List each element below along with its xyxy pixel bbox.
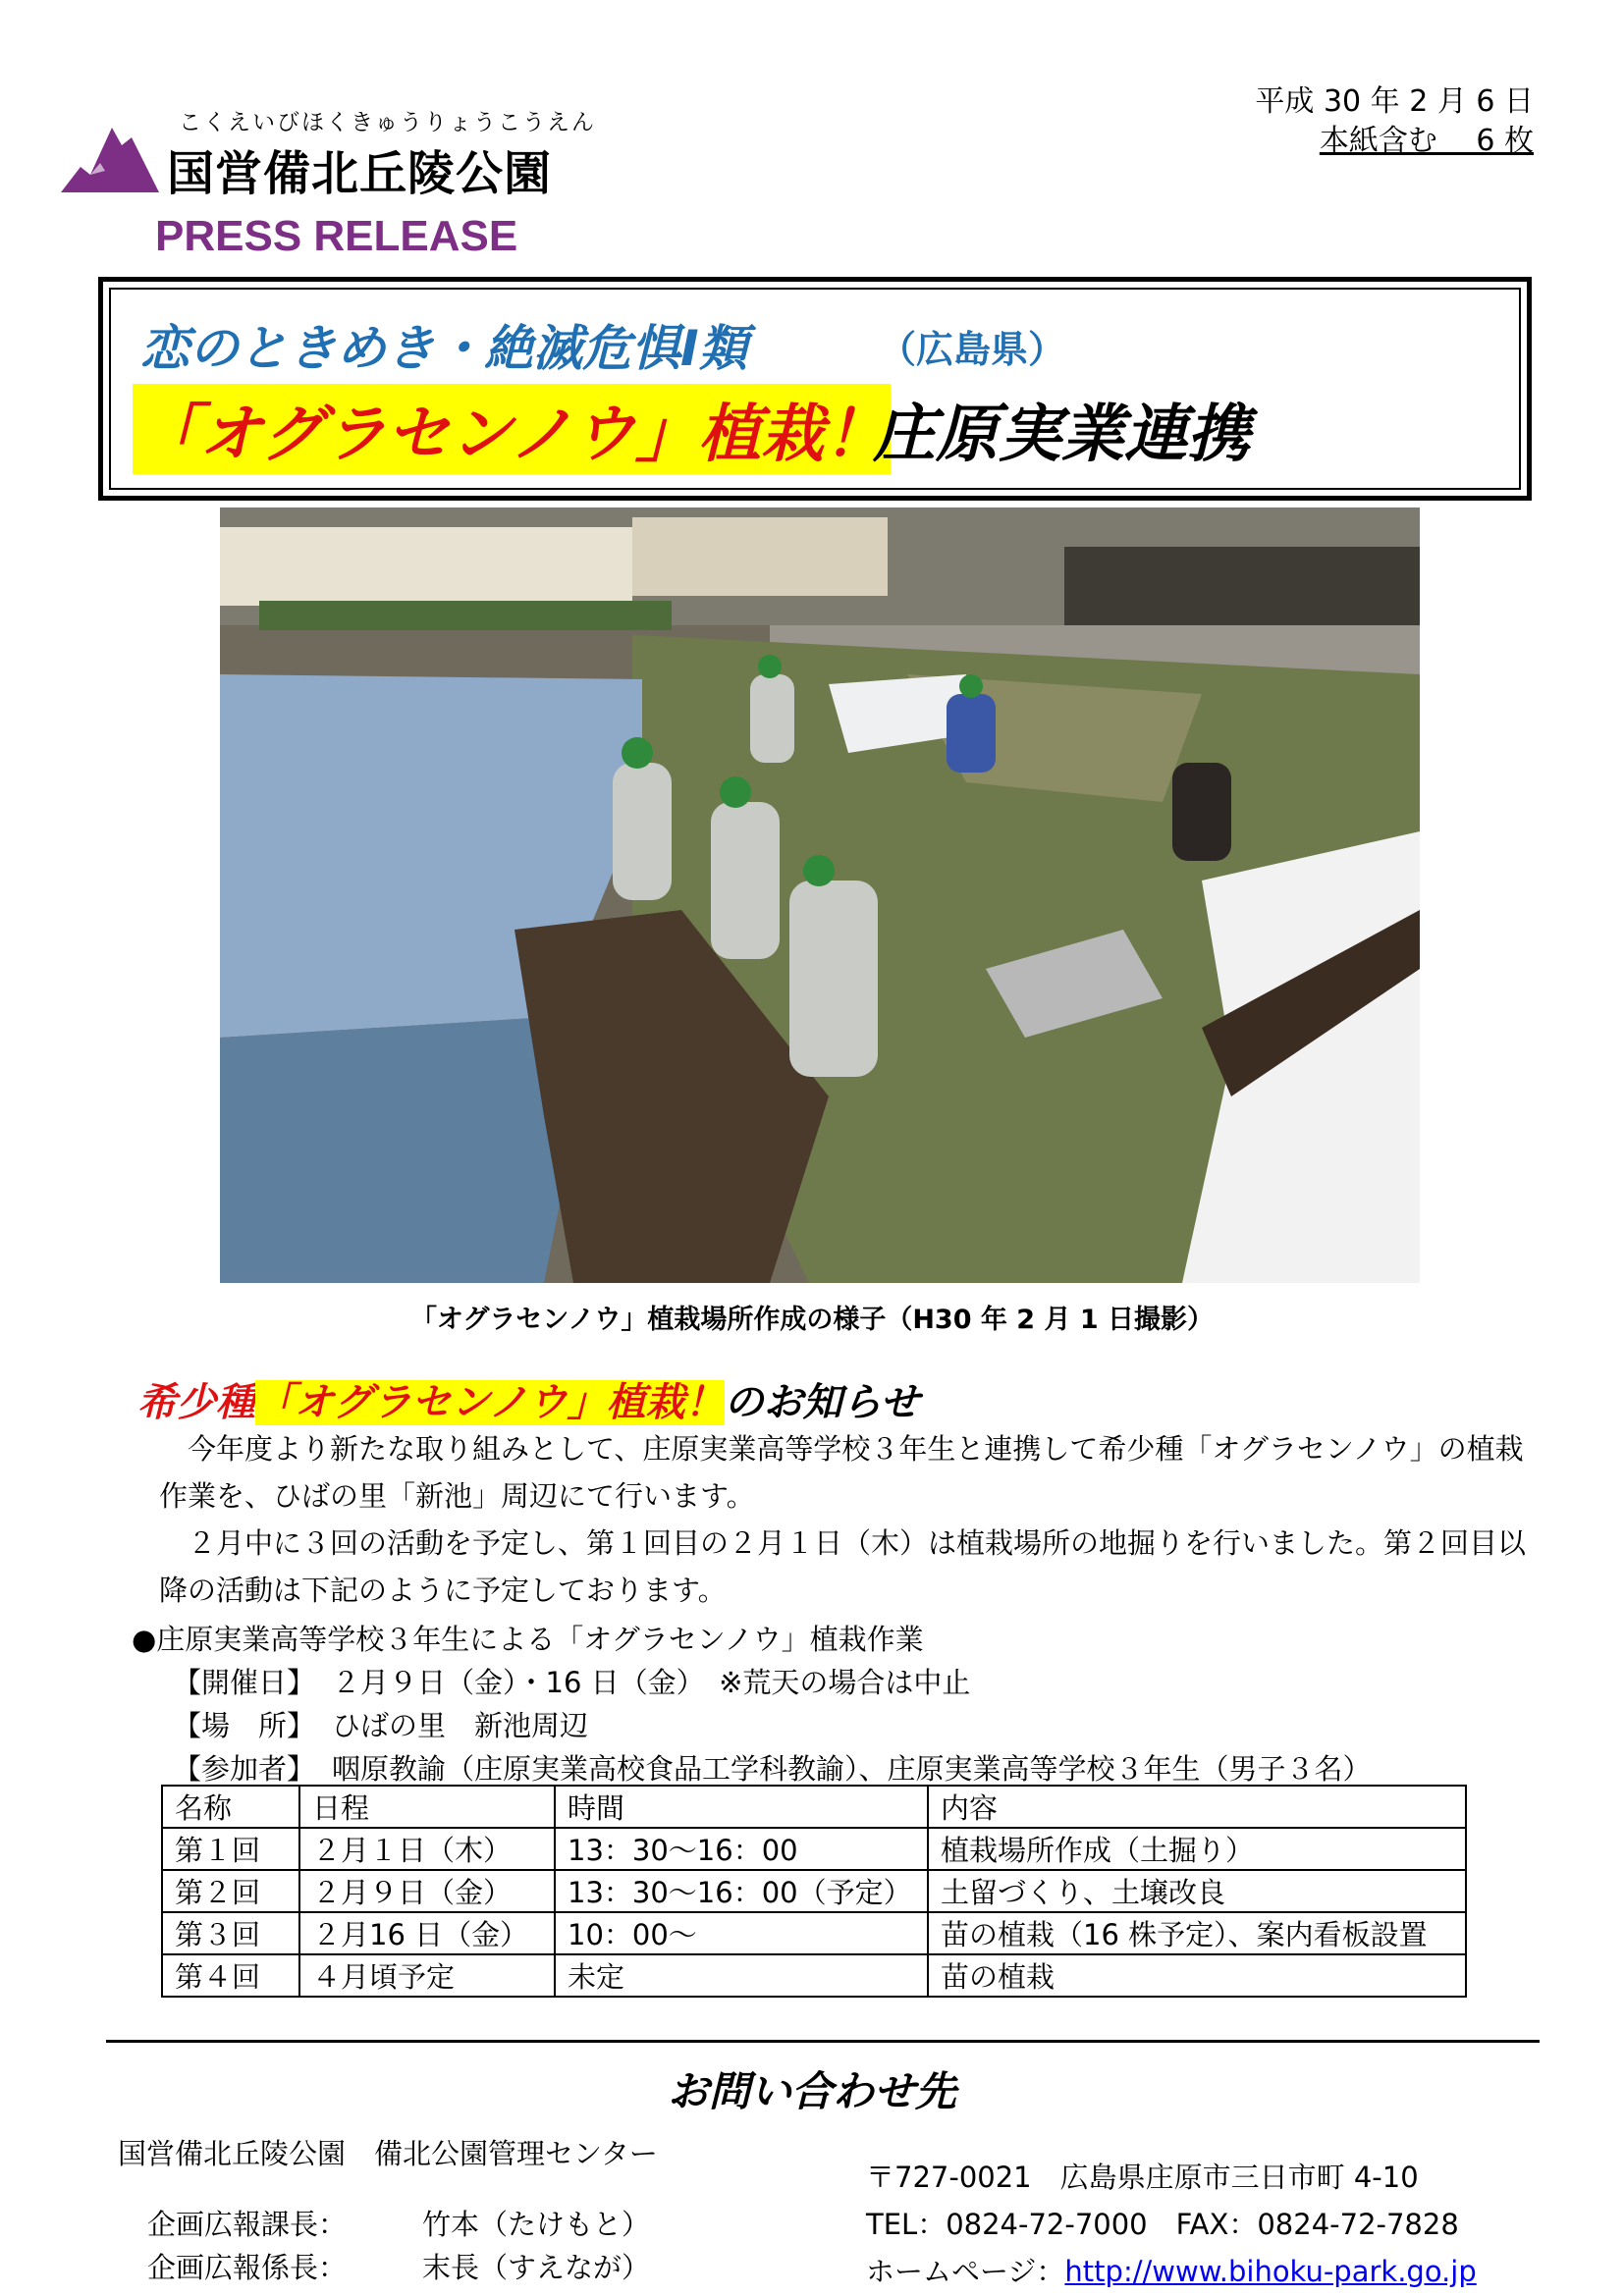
planting-photo [220,507,1420,1283]
table-header-cell: 時間 [555,1786,928,1828]
title-line1-sub: （広島県） [879,328,1066,371]
park-logo-icon [61,116,159,194]
contact-address: 〒727-0021 広島県庄原市三日市町 4-10 [866,2161,1419,2194]
table-cell: ２月16 日（金） [299,1912,555,1954]
table-row [162,1828,1466,1870]
table-cell: ２月９日（金） [299,1870,555,1912]
table-cell: 第３回 [162,1912,299,1954]
notice-heading-highlight: 「オグラセンノウ」植栽！ [255,1380,725,1425]
contact-tel-fax: TEL：0824-72-7000 FAX：0824-72-7828 [866,2208,1459,2241]
photo-caption: 「オグラセンノウ」植栽場所作成の様子（H30 年 2 月 1 日撮影） [409,1305,1215,1335]
notice-heading-post: のお知らせ [724,1380,920,1425]
table-header-row [162,1786,1466,1828]
event-members-value: 咽原教諭（庄原実業高校食品工学科教諭）、庄原実業高等学校３年生（男子３名） [332,1752,1372,1786]
event-date-row [173,1661,970,1701]
table-cell: ４月頃予定 [299,1954,555,1997]
page-count: 本紙含む 6 枚 [1319,124,1534,158]
table-cell: 植栽場所作成（土掘り） [928,1828,1466,1870]
table-cell: 第２回 [162,1870,299,1912]
event-heading: ●庄原実業高等学校３年生による「オグラセンノウ」植栽作業 [132,1623,924,1656]
event-members-row [173,1747,1372,1788]
contact-role-1: 企画広報課長： [147,2208,348,2241]
contact-name-1: 竹本（たけもと） [422,2208,651,2241]
notice-paragraph-2: ２月中に３回の活動を予定し、第１回目の２月１日（木）は植栽場所の地掘りを行いました。第２回目以降の活動は下記のように予定しております。 [159,1526,1527,1607]
table-row [162,1912,1466,1954]
logo-name: 国営備北丘陵公園 [167,146,553,201]
logo-ruby-text: こくえいびほくきゅうりょうこうえん [179,110,596,135]
notice-heading-pre: 希少種 [137,1380,255,1425]
table-header-cell: 名称 [162,1786,299,1828]
table-row [162,1870,1466,1912]
table-cell: 10：00～ [555,1912,928,1954]
release-date: 平成 30 年 2 月 6 日 [1255,84,1534,119]
contact-heading: お問い合わせ先 [667,2067,956,2115]
notice-heading [137,1371,919,1427]
event-place-row [173,1704,588,1744]
contact-homepage [866,2250,1477,2290]
table-cell: 苗の植栽 [928,1954,1466,1997]
contact-organization: 国営備北丘陵公園 備北公園管理センター [118,2137,658,2170]
title-line2-rest: 庄原実業連携 [873,399,1250,471]
table-header-cell: 日程 [299,1786,555,1828]
table-header-cell: 内容 [928,1786,1466,1828]
contact-role-2: 企画広報係長： [147,2251,348,2284]
table-cell: 土留づくり、土壌改良 [928,1870,1466,1912]
table-row [162,1954,1466,1997]
event-place-key: 【場 所】 [173,1709,316,1742]
title-line2-highlight: 「オグラセンノウ」植栽！ [133,384,891,474]
table-cell: 未定 [555,1954,928,1997]
press-release-label: PRESS RELEASE [155,212,518,260]
event-place-value: ひばの里 新池周辺 [332,1709,589,1742]
homepage-label: ホームページ： [866,2255,1065,2288]
table-cell: 第４回 [162,1954,299,1997]
table-cell: 13：30～16：00 [555,1828,928,1870]
schedule-table [161,1785,1467,1998]
table-cell: ２月１日（木） [299,1828,555,1870]
divider [106,2040,1540,2043]
event-date-value: ２月９日（金）・16 日（金） ※荒天の場合は中止 [332,1666,971,1699]
contact-name-2: 末長（すえなが） [422,2251,651,2284]
event-date-key: 【開催日】 [173,1666,316,1699]
table-cell: 第１回 [162,1828,299,1870]
table-cell: 13：30～16：00（予定） [555,1870,928,1912]
table-cell: 苗の植栽（16 株予定）、案内看板設置 [928,1912,1466,1954]
title-box [98,277,1532,501]
title-line1: 恋のときめき・絶滅危惧Ⅰ類 [140,320,748,377]
notice-paragraph-1: 今年度より新たな取り組みとして、庄原実業高等学校３年生と連携して希少種「オグラセンノウ」の植栽作業を、ひばの里「新池」周辺にて行います。 [159,1432,1524,1513]
event-members-key: 【参加者】 [173,1752,316,1786]
homepage-link[interactable]: http://www.bihoku-park.go.jp [1064,2255,1477,2288]
